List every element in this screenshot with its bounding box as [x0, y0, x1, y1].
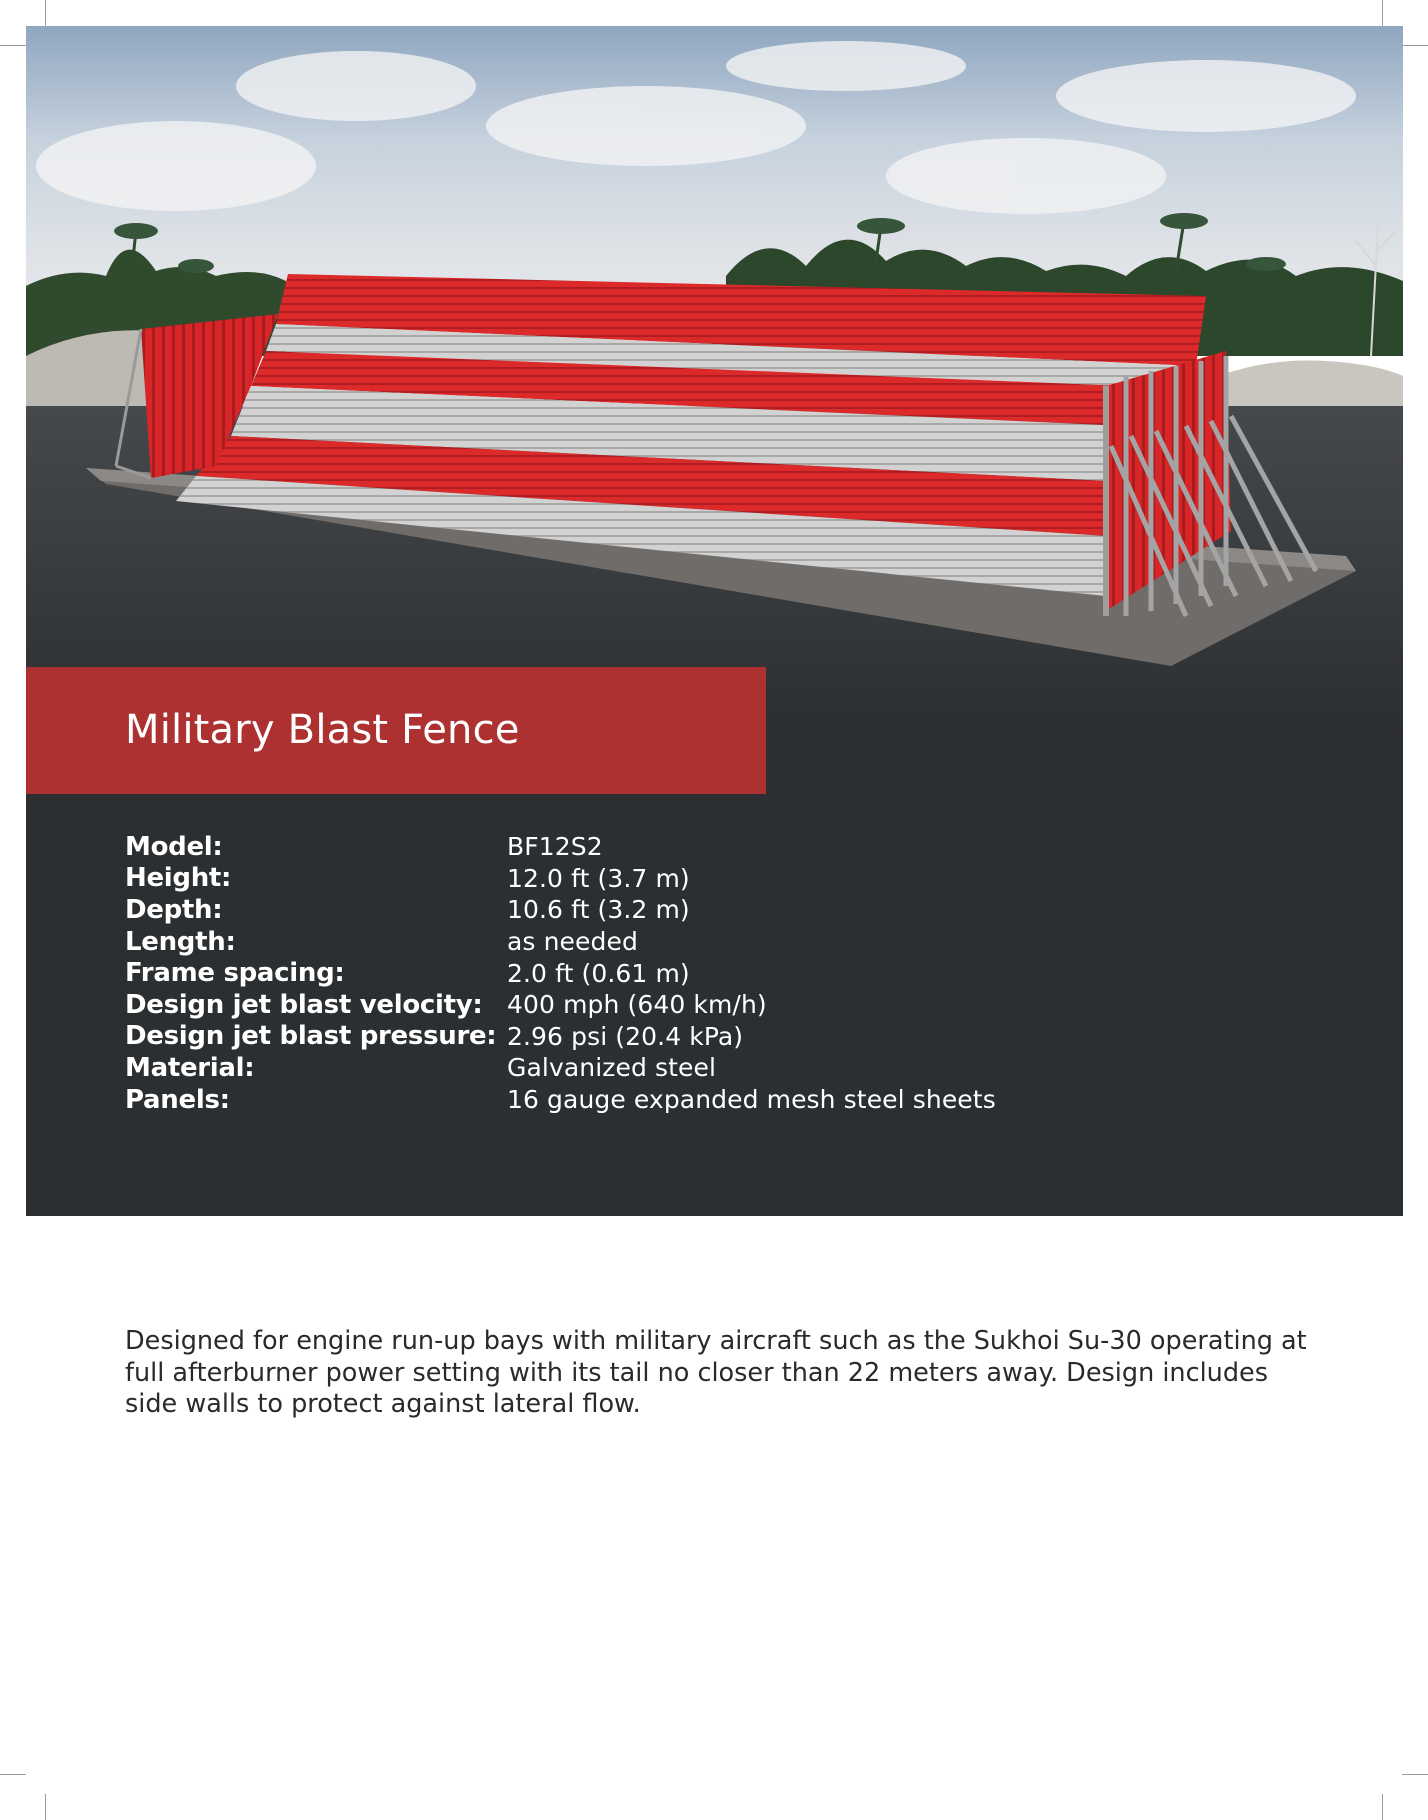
crop-mark-top-left-h: [0, 45, 26, 46]
crop-mark-top-right-h: [1402, 45, 1428, 46]
blast-fence-illustration: [26, 26, 1403, 740]
title-banner: [26, 667, 766, 794]
spec-row-depth: [125, 894, 996, 926]
spec-label: Height:: [125, 863, 232, 894]
spec-value: 400 mph (640 km/h): [507, 990, 767, 1020]
spec-label: Length:: [125, 926, 236, 957]
spec-panel: [26, 740, 1403, 1216]
spec-row-blast-velocity: [125, 989, 996, 1021]
spec-row-height: [125, 863, 996, 895]
spec-row-length: [125, 926, 996, 958]
crop-mark-bottom-right-h: [1402, 1774, 1428, 1775]
spec-row-material: [125, 1052, 996, 1084]
spec-list: [125, 831, 996, 1115]
crop-mark-bottom-right-v: [1382, 1794, 1383, 1820]
crop-mark-bottom-left-h: [0, 1774, 26, 1775]
spec-value: as needed: [507, 927, 638, 957]
spec-label: Depth:: [125, 894, 223, 925]
spec-label: Frame spacing:: [125, 958, 345, 989]
crop-mark-top-right-v: [1382, 0, 1383, 26]
spec-row-model: [125, 831, 996, 863]
spec-value: 2.0 ft (0.61 m): [507, 958, 690, 988]
spec-value: Galvanized steel: [507, 1053, 716, 1083]
product-description: Designed for engine run-up bays with military aircraft such as the Sukhoi Su-30 operating at full afterburner power setting with its tail no closer than 22 meters away. Design includes side walls to protect against lateral flow.: [125, 1326, 1307, 1420]
spec-label: Panels:: [125, 1084, 230, 1115]
hero-photo: [26, 26, 1403, 740]
spec-value: BF12S2: [507, 832, 603, 862]
spec-value: 16 gauge expanded mesh steel sheets: [507, 1085, 996, 1115]
spec-row-panels: [125, 1084, 996, 1116]
crop-mark-bottom-left-v: [45, 1794, 46, 1820]
spec-row-frame-spacing: [125, 957, 996, 989]
spec-label: Model:: [125, 831, 223, 862]
crop-mark-top-left-v: [45, 0, 46, 26]
page-title: Military Blast Fence: [125, 707, 520, 753]
spec-row-blast-pressure: [125, 1021, 996, 1053]
spec-value: 2.96 psi (20.4 kPa): [507, 1021, 744, 1051]
spec-label: Design jet blast pressure:: [125, 1021, 497, 1052]
spec-value: 10.6 ft (3.2 m): [507, 895, 690, 925]
spec-label: Design jet blast velocity:: [125, 989, 483, 1020]
spec-label: Material:: [125, 1052, 255, 1083]
spec-value: 12.0 ft (3.7 m): [507, 863, 690, 893]
